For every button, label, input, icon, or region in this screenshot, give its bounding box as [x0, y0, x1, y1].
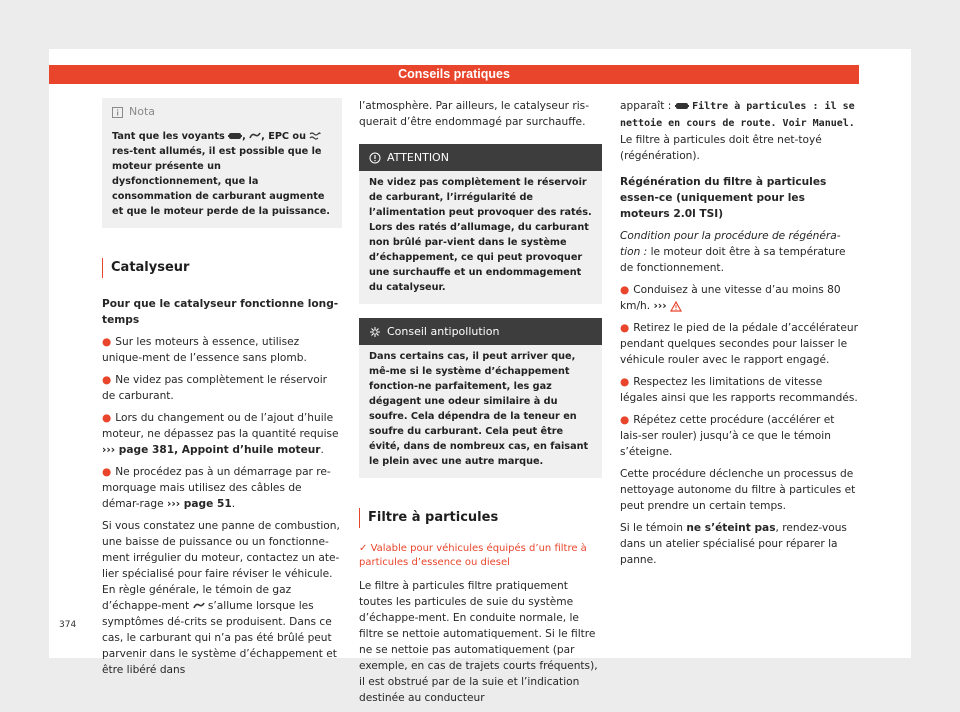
condition-paragraph: Condition pour la procédure de régénéra-tion : le moteur doit être à sa température de fonctionnement. [620, 230, 846, 274]
subtitle: Régénération du filtre à particules essen-ce (uniquement pour les moteurs 2.0l TSI) [620, 176, 827, 220]
bullet-item: ● Répétez cette procédure (accélérer et lais-ser rouler) jusqu’à ce que le témoin s’éteigne. [620, 414, 835, 458]
attention-label: ATTENTION [387, 151, 449, 164]
bullet-item: ● Respectez les limitations de vitesse légales ainsi que les rapports recommandés. [620, 376, 858, 404]
validity-note: ✓ Valable pour véhicules équipés d’un filtre à particules d’essence ou diesel [359, 543, 587, 568]
bullet-item: ● Retirez le pied de la pédale d’accélérateur pendant quelques secondes pour laisser le véhicule rouler avec le rapport engagé. [620, 322, 858, 366]
note-box [102, 98, 342, 228]
body-paragraph: Si vous constatez une panne de combustion, une baisse de puissance ou un fonctionne-ment irrégulier du moteur, contactez un ate-lier spécialisé pour faire réviser le véhicule. En règle générale, le témoin de gaz d’échappe-ment s’allume lorsque les symptômes dé-crits se produisent. Dans ce cas, le carburant qui n’a pas été brûlé peut parvenir dans le système d’échappement et être libéré dans [102, 520, 340, 676]
eco-label: Conseil antipollution [387, 325, 500, 338]
attention-text: Ne videz pas complètement le réservoir de carburant, l’irrégularité de l’alimentation peut provoquer des ratés. Lors des ratés d’allumage, du carburant non brûlé par-vient dans le système d’échappement, ce qui peut provoquer une surchauffe et un endommagement du catalyseur. [369, 177, 592, 293]
note-box-header [102, 98, 342, 125]
warning-triangle-icon [670, 300, 682, 312]
page-number: 374 [59, 620, 77, 630]
exhaust-gas-icon [249, 131, 261, 142]
column-2 [359, 98, 602, 712]
body-paragraph: Cette procédure déclenche un processus de nettoyage autonome du filtre à particules et peut prendre un certain temps. [620, 468, 856, 512]
bullet-icon: ● [102, 412, 112, 424]
chapter-header: Conseils pratiques [49, 65, 859, 84]
bullet-item: ● Lors du changement ou de l’ajout d’huile moteur, ne dépassez pas la quantité requise ››› page 381, Appoint d’huile moteur. [102, 412, 339, 456]
note-text: Tant que les voyants , , EPC ou res-tent allumés, il est possible que le moteur présente un dysfonctionnement, que la consommation de carburant augmente et que le moteur perde de la puissance. [112, 131, 330, 217]
eco-text: Dans certains cas, il peut arriver que, mê-me si le système d’échappement fonction-ne parfaitement, les gaz dégagent une odeur similaire à du soufre. Cela dépendra de la teneur en soufre du carburant. Cela peut être évité, dans de nombreux cas, en faisant le plein avec une autre marque. [369, 351, 589, 467]
filter-warning-icon [675, 100, 689, 112]
bullet-icon: ● [620, 284, 630, 296]
body-paragraph: apparaît : Filtre à particules : il se nettoie en cours de route. Voir Manuel. Le filtre à particules doit être net-toyé (régénération). [620, 100, 855, 162]
bullet-item: ● Conduisez à une vitesse d’au moins 80 km/h. ››› [620, 284, 841, 312]
bullet-item: ● Sur les moteurs à essence, utilisez unique-ment de l’essence sans plomb. [102, 336, 307, 364]
glow-plug-icon [309, 131, 321, 142]
bullet-icon: ● [620, 414, 630, 426]
body-paragraph: Si le témoin ne s’éteint pas, rendez-vous dans un atelier spécialisé pour réparer la panne. [620, 522, 847, 566]
ref-arrow-link[interactable]: ››› [653, 300, 667, 312]
bullet-item: ● Ne videz pas complètement le réservoir de carburant. [102, 374, 328, 402]
intro-text: Pour que le catalyseur fonctionne long-temps [102, 298, 339, 326]
info-icon [112, 98, 123, 125]
bullet-icon: ● [102, 374, 112, 386]
section-title-filtre: Filtre à particules [359, 508, 602, 528]
display-message: Filtre à particules : il se nettoie en cours de route. Voir Manuel. [620, 101, 855, 129]
column-3 [620, 98, 858, 574]
check-icon: ✓ [359, 543, 371, 554]
page-ref-link[interactable]: ››› page 51 [167, 498, 232, 510]
epc-icon: EPC [268, 131, 290, 142]
filter-warning-icon [228, 131, 242, 142]
bullet-item: ● Ne procédez pas à un démarrage par re-morquage mais utilisez des câbles de démar-rage ››› page 51. [102, 466, 331, 510]
warning-icon [369, 144, 381, 171]
eco-leaf-icon [369, 318, 381, 345]
bullet-icon: ● [102, 466, 112, 478]
section-title-catalyseur: Catalyseur [102, 258, 342, 278]
eco-box [359, 318, 602, 478]
page-ref-link[interactable]: ››› page 381, Appoint d’huile moteur [102, 444, 321, 456]
body-paragraph: l’atmosphère. Par ailleurs, le catalyseur ris-querait d’être endommagé par surchauffe. [359, 100, 590, 128]
eco-box-header [359, 318, 602, 345]
note-label: Nota [129, 105, 156, 118]
attention-box-header [359, 144, 602, 171]
bullet-icon: ● [620, 376, 630, 388]
attention-box [359, 144, 602, 304]
bullet-icon: ● [620, 322, 630, 334]
bullet-icon: ● [102, 336, 112, 348]
column-1 [102, 98, 342, 684]
body-paragraph: Le filtre à particules filtre pratiquement toutes les particules de suie du système d’échappe-ment. En conduite normale, le filtre se nettoie automatiquement. Si le filtre ne se nettoie pas automatiquement (par exemple, en cas de trajets courts fréquents), il est obstrué par de la suie et l’indication destinée au conducteur [359, 580, 598, 704]
exhaust-gas-icon [193, 600, 205, 612]
